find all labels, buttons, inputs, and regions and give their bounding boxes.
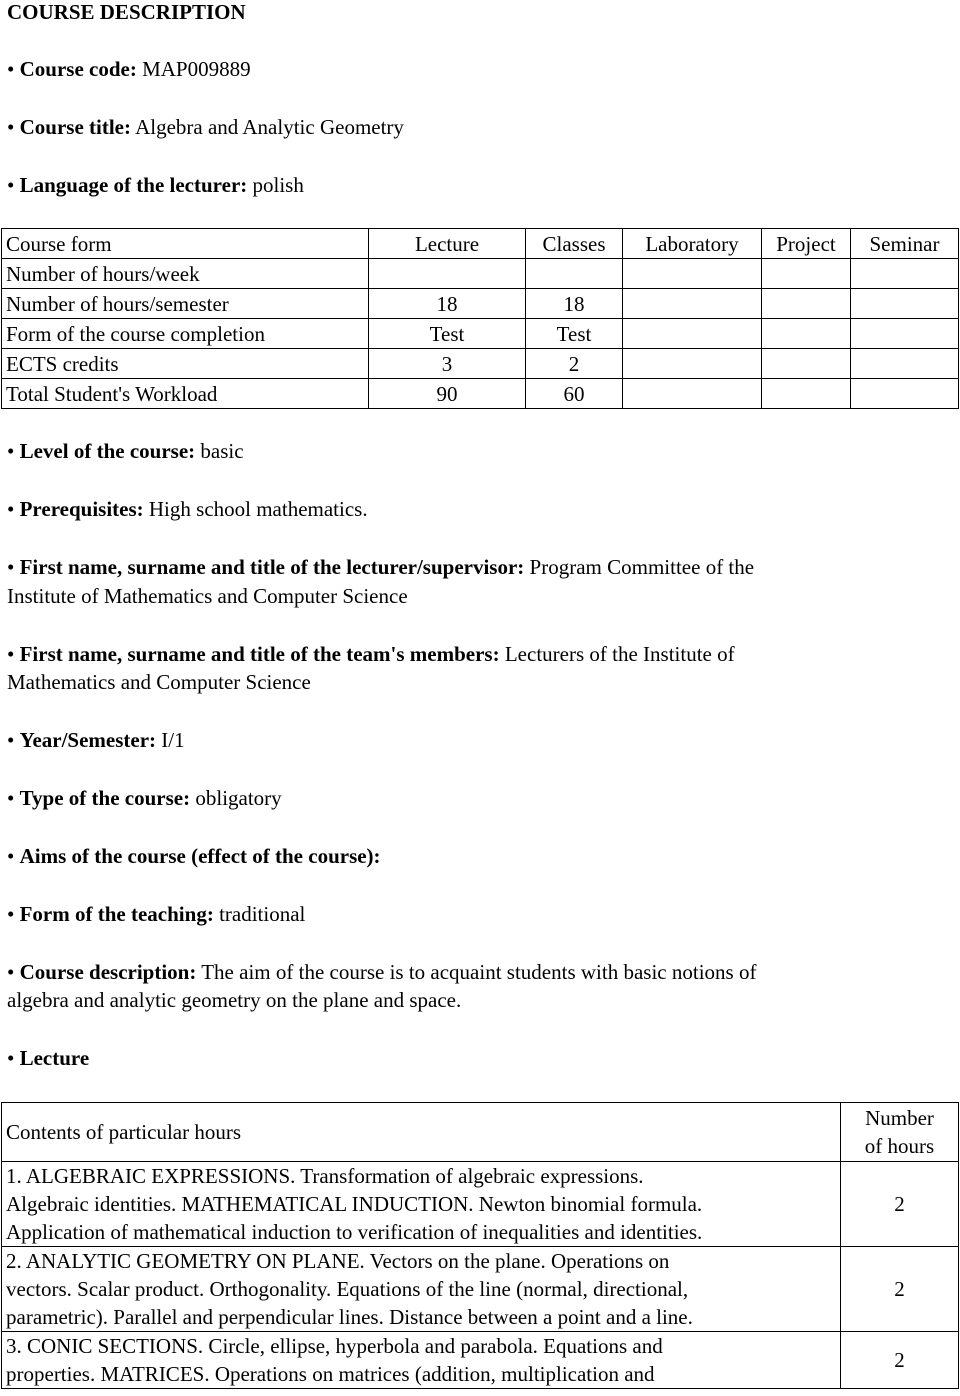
seminar-cell bbox=[851, 259, 959, 289]
language-label: Language of the lecturer: bbox=[19, 173, 248, 197]
bullet: • bbox=[7, 173, 15, 197]
lecturer-line bbox=[7, 553, 754, 581]
table-row bbox=[2, 1162, 959, 1247]
type-value: obligatory bbox=[195, 786, 282, 810]
bullet: • bbox=[7, 786, 15, 810]
row-label: ECTS credits bbox=[2, 349, 369, 379]
lecture-cell: 3 bbox=[369, 349, 526, 379]
content-text: Algebraic identities. MATHEMATICAL INDUCTION. Newton binomial formula. bbox=[6, 1192, 703, 1216]
prerequisites-line bbox=[7, 495, 368, 523]
type-line bbox=[7, 784, 282, 812]
table-header-row bbox=[2, 229, 959, 259]
hours-header bbox=[841, 1103, 959, 1162]
form-teaching-label: Form of the teaching: bbox=[19, 902, 214, 926]
content-text: 3. CONIC SECTIONS. Circle, ellipse, hyperbola and parabola. Equations and bbox=[6, 1334, 663, 1358]
bullet: • bbox=[7, 555, 15, 579]
hours-cell: 2 bbox=[841, 1247, 959, 1332]
content-text: vectors. Scalar product. Orthogonality. Equations of the line (normal, directional, bbox=[6, 1277, 689, 1301]
bullet: • bbox=[7, 902, 15, 926]
content-cell bbox=[2, 1332, 841, 1389]
form-teaching-value: traditional bbox=[219, 902, 306, 926]
year-value: I/1 bbox=[161, 728, 185, 752]
seminar-cell bbox=[851, 319, 959, 349]
content-text: Application of mathematical induction to verification of inequalities and identities. bbox=[6, 1220, 703, 1244]
content-text: 1. ALGEBRAIC EXPRESSIONS. Transformation of algebraic expressions. bbox=[6, 1164, 644, 1188]
contents-header: Contents of particular hours bbox=[2, 1103, 841, 1162]
prerequisites-label: Prerequisites: bbox=[19, 497, 144, 521]
table-header-row bbox=[2, 1103, 959, 1162]
team-label: First name, surname and title of the team's members: bbox=[19, 642, 500, 666]
classes-cell: 18 bbox=[526, 289, 623, 319]
lecturer-label: First name, surname and title of the lecturer/supervisor: bbox=[19, 555, 525, 579]
lecturer-line-continued: Institute of Mathematics and Computer Science bbox=[7, 584, 408, 608]
table-row bbox=[2, 289, 959, 319]
content-cell bbox=[2, 1162, 841, 1247]
type-label: Type of the course: bbox=[19, 786, 191, 810]
language-value: polish bbox=[252, 173, 304, 197]
laboratory-cell bbox=[623, 289, 762, 319]
row-label: Number of hours/week bbox=[2, 259, 369, 289]
content-text: properties. MATRICES. Operations on matrices (addition, multiplication and bbox=[6, 1362, 655, 1386]
table-row bbox=[2, 1247, 959, 1332]
seminar-cell bbox=[851, 349, 959, 379]
classes-cell: Test bbox=[526, 319, 623, 349]
hours-header-line: Number bbox=[865, 1106, 934, 1130]
description-line-continued: algebra and analytic geometry on the plane and space. bbox=[7, 988, 462, 1012]
level-line bbox=[7, 437, 244, 465]
content-cell bbox=[2, 1247, 841, 1332]
course-title-line bbox=[7, 113, 404, 141]
bullet: • bbox=[7, 1046, 15, 1070]
seminar-cell bbox=[851, 379, 959, 409]
content-text: parametric). Parallel and perpendicular lines. Distance between a point and a line. bbox=[6, 1305, 693, 1329]
row-label: Total Student's Workload bbox=[2, 379, 369, 409]
table-header-cell: Seminar bbox=[851, 229, 959, 259]
hours-cell: 2 bbox=[841, 1332, 959, 1389]
classes-cell: 60 bbox=[526, 379, 623, 409]
lecturer-value: Program Committee of the bbox=[529, 555, 755, 579]
course-form-table bbox=[1, 228, 959, 409]
bullet: • bbox=[7, 844, 15, 868]
page-title: COURSE DESCRIPTION bbox=[7, 0, 246, 24]
table-row bbox=[2, 1332, 959, 1389]
lecture-cell: 90 bbox=[369, 379, 526, 409]
course-code-label: Course code: bbox=[19, 57, 137, 81]
table-row bbox=[2, 319, 959, 349]
bullet: • bbox=[7, 728, 15, 752]
year-line bbox=[7, 726, 185, 754]
bullet: • bbox=[7, 439, 15, 463]
aims-label: Aims of the course (effect of the course): bbox=[19, 844, 381, 868]
language-line bbox=[7, 171, 304, 199]
lecture-heading-line bbox=[7, 1044, 89, 1072]
lecture-contents-table bbox=[1, 1102, 959, 1389]
project-cell bbox=[762, 259, 851, 289]
seminar-cell bbox=[851, 289, 959, 319]
project-cell bbox=[762, 289, 851, 319]
prerequisites-value: High school mathematics. bbox=[148, 497, 368, 521]
hours-cell: 2 bbox=[841, 1162, 959, 1247]
table-row bbox=[2, 259, 959, 289]
lecture-heading: Lecture bbox=[19, 1046, 90, 1070]
bullet: • bbox=[7, 960, 15, 984]
table-header-cell: Project bbox=[762, 229, 851, 259]
laboratory-cell bbox=[623, 349, 762, 379]
laboratory-cell bbox=[623, 379, 762, 409]
course-code-line bbox=[7, 55, 251, 83]
project-cell bbox=[762, 379, 851, 409]
bullet: • bbox=[7, 497, 15, 521]
table-row bbox=[2, 349, 959, 379]
year-label: Year/Semester: bbox=[19, 728, 157, 752]
bullet: • bbox=[7, 115, 15, 139]
table-row bbox=[2, 379, 959, 409]
row-label: Form of the course completion bbox=[2, 319, 369, 349]
table-header-cell: Classes bbox=[526, 229, 623, 259]
laboratory-cell bbox=[623, 319, 762, 349]
form-teaching-line bbox=[7, 900, 305, 928]
description-value: The aim of the course is to acquaint students with basic notions of bbox=[201, 960, 757, 984]
table-header-cell: Course form bbox=[2, 229, 369, 259]
bullet: • bbox=[7, 642, 15, 666]
hours-header-line: of hours bbox=[864, 1134, 935, 1158]
table-header-cell: Laboratory bbox=[623, 229, 762, 259]
team-line-continued: Mathematics and Computer Science bbox=[7, 670, 311, 694]
laboratory-cell bbox=[623, 259, 762, 289]
classes-cell bbox=[526, 259, 623, 289]
content-text: 2. ANALYTIC GEOMETRY ON PLANE. Vectors on the plane. Operations on bbox=[6, 1249, 670, 1273]
table-header-cell: Lecture bbox=[369, 229, 526, 259]
level-value: basic bbox=[200, 439, 244, 463]
aims-line bbox=[7, 842, 381, 870]
description-label: Course description: bbox=[19, 960, 197, 984]
level-label: Level of the course: bbox=[19, 439, 196, 463]
course-code-value: MAP009889 bbox=[142, 57, 251, 81]
lecture-cell bbox=[369, 259, 526, 289]
row-label: Number of hours/semester bbox=[2, 289, 369, 319]
team-line bbox=[7, 640, 735, 668]
bullet: • bbox=[7, 57, 15, 81]
team-value: Lecturers of the Institute of bbox=[504, 642, 735, 666]
description-line bbox=[7, 958, 756, 986]
lecture-cell: Test bbox=[369, 319, 526, 349]
classes-cell: 2 bbox=[526, 349, 623, 379]
project-cell bbox=[762, 349, 851, 379]
project-cell bbox=[762, 319, 851, 349]
course-title-label: Course title: bbox=[19, 115, 131, 139]
lecture-cell: 18 bbox=[369, 289, 526, 319]
course-title-value: Algebra and Analytic Geometry bbox=[135, 115, 404, 139]
